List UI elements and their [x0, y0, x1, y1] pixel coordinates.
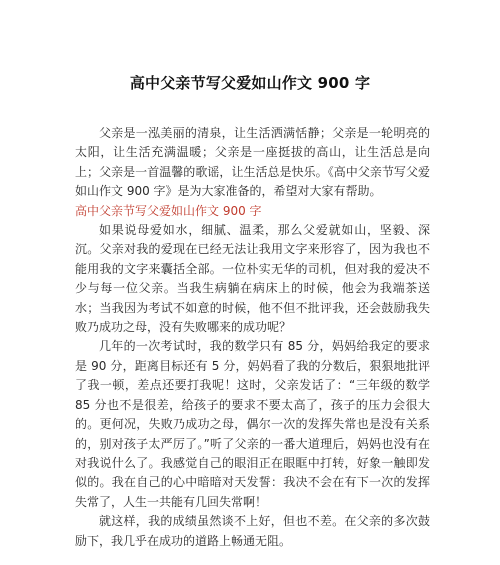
article-subheading: 高中父亲节写父爱如山作文 900 字	[75, 203, 262, 218]
article-body	[75, 124, 430, 551]
intro-paragraph: 父亲是一泓美丽的清泉，让生活洒满恬静；父亲是一轮明亮的太阳，让生活充满温暖；父亲是一座挺拔的高山，让生活总是向上；父亲是一首温馨的歌谣，让生活总是快乐。《高中父亲节写父爱如山作文 900 字》是为大家准备的，希望对大家有帮助。	[75, 126, 430, 199]
body-paragraph: 几年的一次考试时，我的数学只有 85 分，妈妈给我定的要求是 90 分，距离目标还有 5 分，妈妈看了我的分数后，狠狠地批评了我一顿，差点还要打我呢！这时，父亲发话了：“三年级的数学 85 分也不是很差，给孩子的要求不要太高了，孩子的压力会很大的。更何况，失败乃成功之母，偶尔一次的发挥失常也是没有关系的，别对孩子太严厉了。”听了父亲的一番大道理后，妈妈也没有在对我说什么了。我感觉自己的眼泪正在眼眶中打转，好象一触即发似的。我在自己的心中暗暗对天发誓：我决不会在有下一次的发挥失常了，人生一共能有几回失常啊！	[75, 339, 430, 509]
page-title: 高中父亲节写父爱如山作文 900 字	[129, 74, 371, 92]
body-paragraph: 就这样，我的成绩虽然谈不上好，但也不差。在父亲的多次鼓励下，我几乎在成功的道路上畅通无阻。	[75, 514, 430, 548]
body-paragraph: 如果说母爱如水，细腻、温柔，那么父爱就如山，坚毅、深沉。父亲对我的爱现在已经无法让我用文字来形容了，因为我也不能用我的文字来囊括全部。一位朴实无华的司机，但对我的爱决不少与每一位父亲。当我生病躺在病床上的时候，他会为我端茶送水；当我因为考试不如意的时候，他不但不批评我，还会鼓励我失败乃成功之母，没有失败哪来的成功呢？	[75, 223, 430, 335]
